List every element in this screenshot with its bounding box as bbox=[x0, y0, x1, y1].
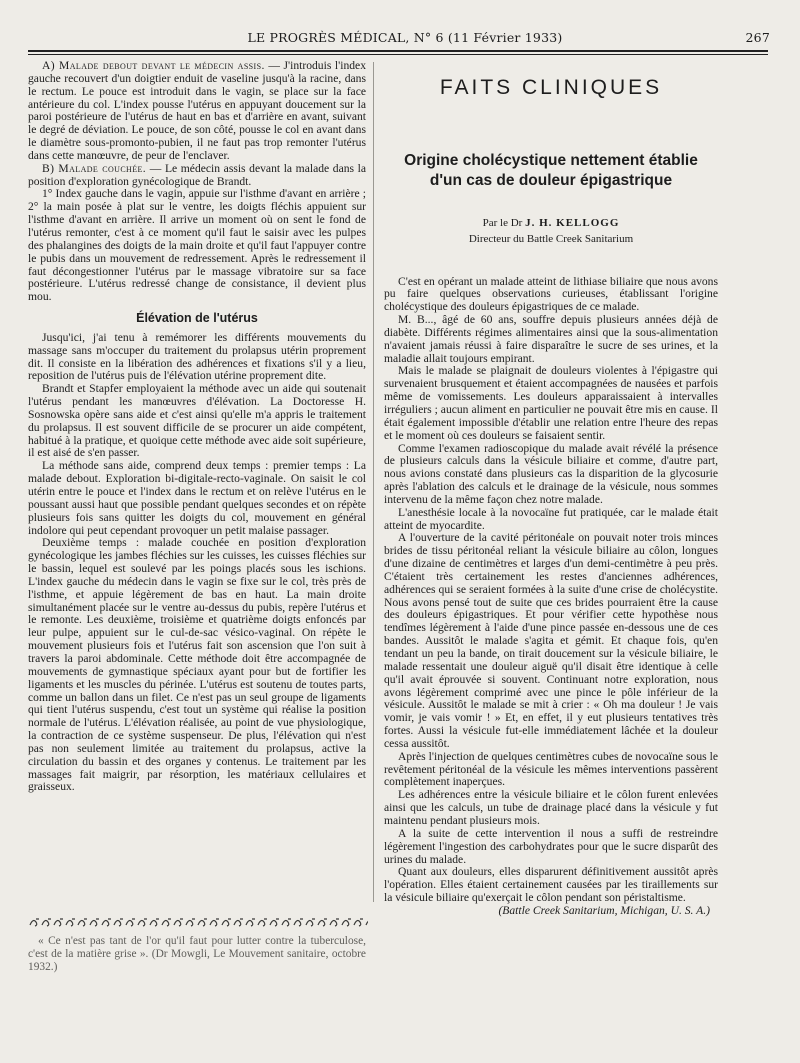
ornament-motif bbox=[282, 919, 291, 926]
ornament-motif bbox=[366, 919, 368, 926]
article-paragraph: Comme l'examen radioscopique du malade avait révélé la présence de plusieurs calculs dans la vésicule biliaire et comme, d'autre part, nous avions constaté dans plusieurs cas la disparition de la glycosurie après l'ablation des calculs et le drainage de la vésicule, nous sommes intervenu de la même façon chez notre malade. bbox=[384, 441, 718, 506]
article-signature: (Battle Creek Sanitarium, Michigan, U. S. A.) bbox=[498, 903, 710, 917]
paragraph-d: Brandt et Stapfer employaient la méthode avec un aide qui soutenait l'utérus pendant les manœuvres d'élévation. La Doctoresse H. Sosnowska opère sans aide et c'est ainsi qu'elle m'a appris le traitement du prolapsus. Il est souvent difficile de se procurer un aide compétent, habitué à la pratique, et quoique cette méthode avec aide soit supérieure, il est aisé de s'en passer. bbox=[28, 382, 366, 460]
ornament-motif bbox=[150, 919, 159, 926]
paragraph-e: La méthode sans aide, comprend deux temps : premier temps : La malade debout. Exploration bi-digitale-recto-vaginale. On saisit le col utérin entre le pouce et l'index dans le rectum et on relève l'utérus en le poussant aussi haut que possible pendant quelques secondes et on répète plusieurs fois sans quitter les doigts du col, mouvement en général indolore qui peut cependant provoquer un petit malaise passager. bbox=[28, 459, 366, 537]
ornament-motif bbox=[222, 919, 231, 926]
ornament-motif bbox=[270, 919, 279, 926]
journal-title: LE PROGRÈS MÉDICAL, N° 6 (11 Février 1933) bbox=[247, 30, 563, 45]
ornament-motif bbox=[114, 919, 123, 926]
article-paragraph: A la suite de cette intervention il nous a suffi de restreindre légèrement l'ingestion des carbohydrates pour que le sucre disparût des urines du malade. bbox=[384, 826, 718, 866]
ornament-motif bbox=[342, 919, 351, 926]
article-paragraph: Quant aux douleurs, elles disparurent définitivement aussitôt après l'opération. Elles étaient certainement causées par les tiraillements sur la vésicule biliaire qu'exerçait le côlon pendant son péristaltisme. bbox=[384, 865, 718, 905]
byline-author: J. H. KELLOGG bbox=[525, 216, 620, 229]
paragraph-b bbox=[28, 163, 366, 189]
article-title-line2: d'un cas de douleur épigastrique bbox=[429, 171, 673, 189]
footnote-text: « Ce n'est pas tant de l'or qu'il faut pour lutter contre la tuberculose, c'est de la matière grise ». (Dr Mowgli, Le Mouvement sanitaire, octobre 1932.) bbox=[28, 935, 366, 973]
ornament-motif bbox=[174, 919, 183, 926]
ornament-motif bbox=[318, 919, 327, 926]
article-paragraph: Mais le malade se plaignait de douleurs violentes à l'épigastre qui survenaient brusquement et étaient accompagnées de nausées et parfois même de vomissements. Les douleurs apparaissaient à intervalles irréguliers ; aucun aliment en particulier ne pouvait être mis en cause. Il était également impossible d'établir une relation entre l'heure des repas et le moment où ces douleurs se faisaient sentir. bbox=[384, 364, 718, 442]
paragraph-b-label: B) Malade couchée. bbox=[42, 161, 147, 175]
paragraph-b-text: — Le médecin assis devant la malade dans la position d'exploration gynécologique de Brandt. bbox=[28, 161, 366, 188]
running-header bbox=[40, 30, 770, 48]
ornament-motif bbox=[306, 919, 315, 926]
article-title bbox=[384, 151, 718, 191]
ornament-motif bbox=[234, 919, 243, 926]
paragraph-b2: 1° Index gauche dans le vagin, appuie sur l'isthme d'avant en arrière ; 2° la main posée à plat sur le ventre, les doigts fléchis appuient sur l'isthme d'avant en arrière. Il arrive un moment où on sent le fond de l'utérus remonter, c'est à ce moment qu'il faut le saisir avec les pulpes des phalangines des doigts de la main droite et qu'il faut l'appuyer contre le pubis dans un mouvement de redressement. Après le redressement il faut décongestionner l'utérus par le massage vibratoire sur sa face postérieure. L'utérus redressé change de consistance, il devient plus mou. bbox=[28, 187, 366, 304]
left-column bbox=[28, 60, 366, 794]
byline bbox=[384, 217, 718, 230]
article-paragraph: C'est en opérant un malade atteint de lithiase biliaire que nous avons pu faire quelques observations curieuses, établissant l'origine cholécystique des douleurs épigastriques de ce malade. bbox=[384, 274, 718, 314]
ornament-motif bbox=[42, 919, 51, 926]
right-column bbox=[384, 60, 718, 918]
article-paragraph: M. B..., âgé de 60 ans, souffre depuis plusieurs années déjà de diabète. Différents régimes alimentaires ainsi que la sous-alimentation n'avaient jamais réussi à faire disparaître le sucre de ses urines, et la maladie allait toujours empirant. bbox=[384, 313, 718, 365]
affiliation: Directeur du Battle Creek Sanitarium bbox=[468, 232, 634, 245]
paragraph-a-text: — J'introduis l'index gauche recouvert d'un doigtier enduit de vaseline jusqu'à la racine, dans le rectum. Le pouce est introduit dans le vagin, se place sur la face antérieure du col. L'index pousse l'utérus en appuyant doucement sur la paroi postérieure de l'utérus de haut en bas et d'arrière en avant, suivant le degré de déviation. Le pouce, de son côté, pousse le col en avant dans le diamètre sous-promonto-pubien, il ne faut pas trop remonter l'utérus dans cette manœuvre, de peur de l'enclaver. bbox=[28, 59, 366, 162]
header-rule-bottom bbox=[28, 54, 768, 55]
ornament-motif bbox=[90, 919, 99, 926]
ornament-motif bbox=[30, 919, 39, 926]
article-paragraph: L'anesthésie locale à la novocaïne fut pratiquée, car le malade était atteint de myocardite. bbox=[384, 505, 718, 532]
ornament-motif bbox=[210, 919, 219, 926]
ornament-motif bbox=[198, 919, 207, 926]
column-divider bbox=[373, 62, 374, 902]
ornament-motif bbox=[54, 919, 63, 926]
footnote bbox=[28, 935, 366, 974]
paragraph-a-label: A) Malade debout devant le médecin assis. bbox=[42, 59, 265, 72]
ornament-motif bbox=[78, 919, 87, 926]
paragraph-a bbox=[28, 60, 366, 163]
paragraph-f: Deuxième temps : malade couchée en position d'exploration gynécologique les jambes fléchies sur les cuisses, les cuisses fléchies sur le bassin, lequel est soulevé par les poings placés sous les ischions. L'index gauche du médecin dans le vagin se fixe sur le col, très près de l'isthme, et appuie légèrement de bas en haut. La main droite simultanément placée sur le ventre au-dessus du pubis, repère l'utérus et le remonte. Les deuxième, troisième et quatrième doigts enfoncés par leur pulpe, appuient sur le cul-de-sac vésico-vaginal. On répète le mouvement plusieurs fois et l'utérus fait son ascension que l'on suit à travers la paroi abdominale. Cette méthode doit être accompagnée de mouvements de gymnastique spéciaux ayant pour but de fortifier les ligaments et les muscles du périnée. L'utérus est soutenu de toutes parts, comme un ballon dans un filet. Ce n'est pas un seul groupe de ligaments qui tient l'utérus suspendu, c'est tout un système qui réalise la position normale de l'utérus. L'élévation réalisée, au point de vue physiologique, la contraction de ce système suspenseur. De plus, l'élévation qui n'est pas non seulement limitée au traitement du prolapsus, active la circulation du bassin et des organes y contenus. Le traitement par les massages fait maigrir, par résorption, les matériaux cellulaires et graisseux. bbox=[28, 536, 366, 794]
ornament-motif bbox=[330, 919, 339, 926]
ornament-motif bbox=[246, 919, 255, 926]
ornament-motif bbox=[126, 919, 135, 926]
article-paragraph: A l'ouverture de la cavité péritonéale on pouvait noter trois minces brides de tissu péritonéal reliant la vésicule biliaire au côlon, longues d'une dizaine de centimètres et larges d'un demi-centimètre à peu près. C'étaient très certainement les restes d'anciennes adhérences, adhérences qui se seraient formées à la suite d'une crise de cholécystite. Nous avons pensé tout de suite que ces brides pourraient être la cause des douleurs épigastriques. Et pour vérifier cette hypothèse nous tendîmes légèrement à l'aide d'une pince passée en-dessous une de ces bandes. Aussitôt le malade s'agita et gémit. Et chaque fois, qu'en tendant un peu la bande, on tirait doucement sur la vésicule biliaire, le malade ressentait une douleur aiguë qu'il disait être identique à celle qu'il avait éprouvée si souvent. Continuant notre exploration, nous avons légèrement comprimé avec une pince le pôle inférieur de la vésicule. Aussitôt le malade se mit à crier : « Oh ma douleur ! Je vais vomir, je vais vomir ! » Et, en effet, il y eut plusieurs tentatives très fortes. Aussi la vésicule fut-elle immédiatement lâchée et la douleur cessa aussitôt. bbox=[384, 531, 718, 750]
ornament-motif bbox=[258, 919, 267, 926]
article-paragraph: Les adhérences entre la vésicule biliaire et le côlon furent enlevées ainsi que les calculs, un tube de drainage placé dans la vésicule y fut maintenu pendant plusieurs mois. bbox=[384, 788, 718, 827]
section-title: FAITS CLINIQUES bbox=[439, 76, 663, 99]
ornament-motif bbox=[354, 919, 363, 926]
header-rule-top bbox=[28, 50, 768, 52]
ornament-motif bbox=[66, 919, 75, 926]
ornament-divider bbox=[28, 917, 368, 927]
ornament-motif bbox=[162, 919, 171, 926]
ornament-motif bbox=[294, 919, 303, 926]
ornament-motif bbox=[186, 919, 195, 926]
page-number: 267 bbox=[745, 30, 770, 45]
byline-prefix: Par le Dr bbox=[482, 216, 523, 229]
ornament-motif bbox=[138, 919, 147, 926]
paragraph-c: Jusqu'ici, j'ai tenu à remémorer les différents mouvements du massage sans m'occuper du traitement du prolapsus utérin proprement dit. Il consiste en la libération des adhérences et fixations s'il y a lieu, reposition de l'utérus puis de l'élévation utérine proprement dite. bbox=[28, 330, 366, 383]
article-title-line1: Origine cholécystique nettement établie bbox=[404, 151, 698, 169]
article-paragraph: Après l'injection de quelques centimètres cubes de novocaïne sous le revêtement péritonéal de la vésicule les mêmes interventions passèrent complètement inaperçues. bbox=[384, 749, 718, 789]
subheading-elevation: Élévation de l'utérus bbox=[136, 311, 258, 326]
ornament-motif bbox=[102, 919, 111, 926]
